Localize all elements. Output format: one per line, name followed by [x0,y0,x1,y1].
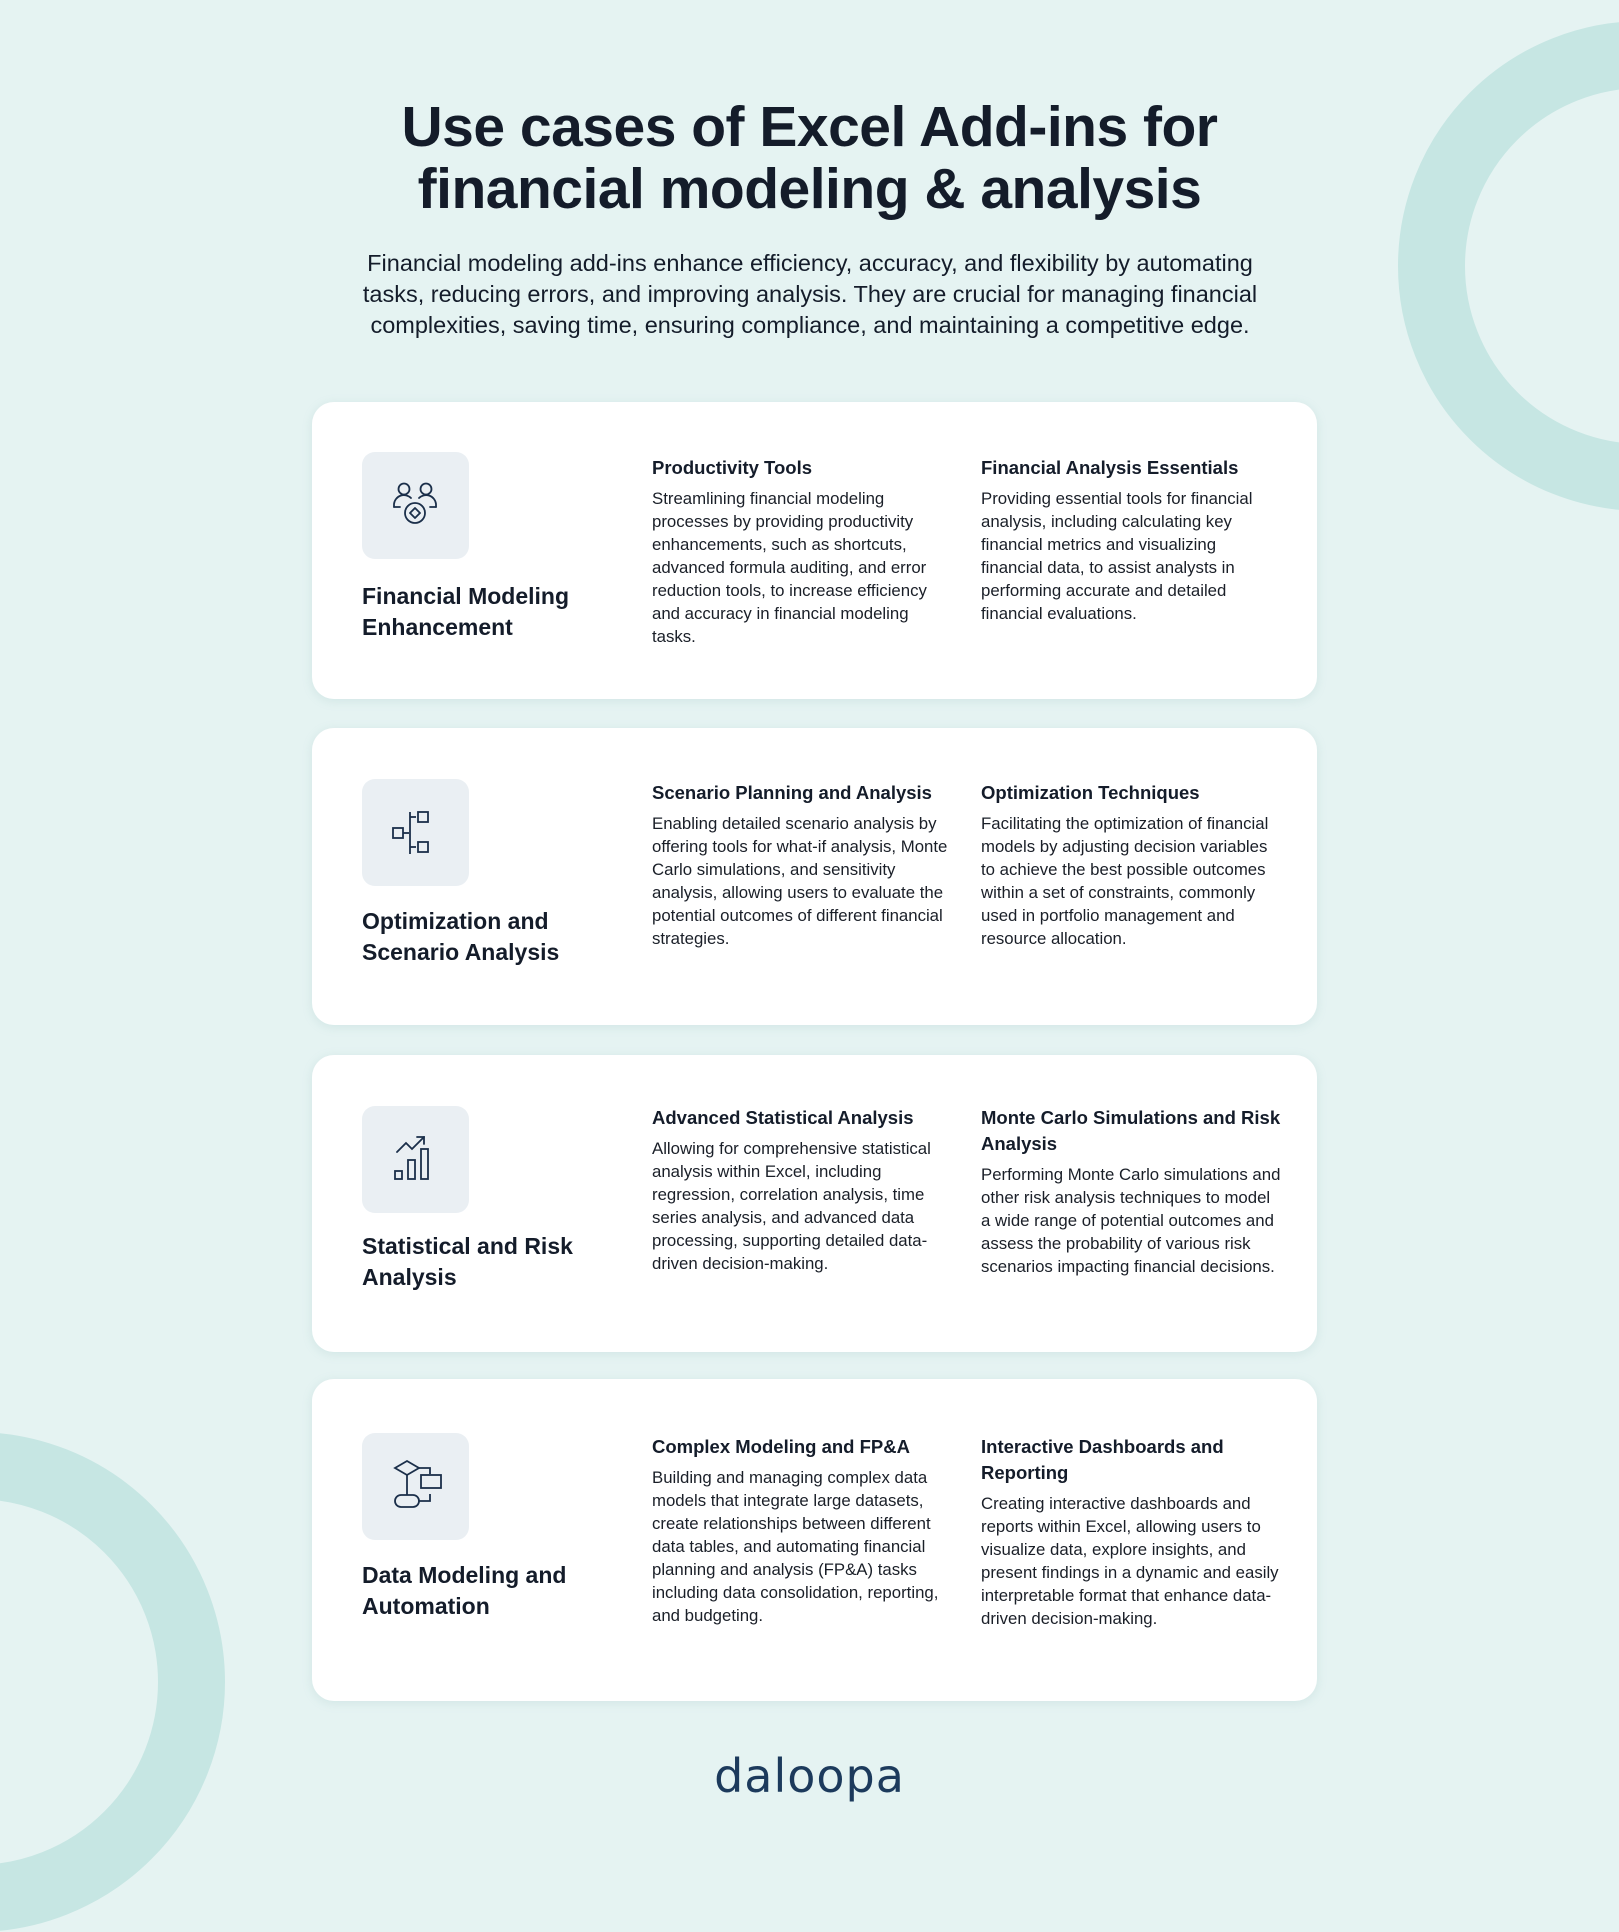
feature-heading: Interactive Dashboards and Reporting [981,1436,1224,1483]
feature-column [981,780,1281,950]
feature-heading: Monte Carlo Simulations and Risk Analysis [981,1107,1281,1154]
feature-description: Facilitating the optimization of financial models by adjusting decision variables to achieve the best possible outcomes within a set of constraints, commonly used in portfolio management and resource allocation. [981,814,1269,948]
feature-description: Streamlining financial modeling processes by providing productivity enhancements, such as shortcuts, advanced formula auditing, and error reduction tools, to increase efficiency and accuracy in financial modeling tasks. [652,489,927,646]
team-diamond-icon [362,452,469,559]
daloopa-logo: daloopa [714,1749,905,1803]
use-case-card-statistical [312,1055,1317,1352]
feature-heading: Complex Modeling and FP&A [652,1436,910,1457]
feature-description: Providing essential tools for financial analysis, including calculating key financial metrics and visualizing financial data, to assist analysts in performing accurate and detailed financial evaluations. [981,489,1253,623]
growth-chart-icon [362,1106,469,1213]
page-subtitle: Financial modeling add-ins enhance efficiency, accuracy, and flexibility by automating tasks, reducing errors, and improving analysis. They are crucial for managing financial complexities, saving time, ensuring compliance, and maintaining a competitive edge. [362,250,1258,338]
feature-column [981,1105,1281,1278]
feature-description: Performing Monte Carlo simulations and other risk analysis techniques to model a wide range of potential outcomes and assess the probability of various risk scenarios impacting financial decisions. [981,1165,1281,1276]
card-title: Optimization and Scenario Analysis [362,908,560,965]
feature-heading: Advanced Statistical Analysis [652,1107,914,1128]
feature-description: Allowing for comprehensive statistical analysis within Excel, including regression, correlation analysis, time series analysis, and advanced data processing, supporting detailed data-driven decision-making. [652,1139,931,1273]
feature-column [652,780,952,950]
feature-column [652,1434,952,1627]
feature-heading: Financial Analysis Essentials [981,457,1239,478]
feature-description: Building and managing complex data models that integrate large datasets, create relationships between different data tables, and automating financial planning and analysis (FP&A) tasks including data consolidation, reporting, and budgeting. [652,1468,939,1625]
feature-description: Creating interactive dashboards and reports within Excel, allowing users to visualize data, explore insights, and present findings in a dynamic and easily interpretable format that enhance data-driven decision-making. [981,1494,1279,1628]
feature-column [652,455,952,648]
decorative-ring-top-right [1398,21,1619,511]
card-title: Financial Modeling Enhancement [362,583,570,640]
page-title [0,96,1619,220]
page-title-line-2: financial modeling & analysis [417,157,1202,221]
page-title-line-1: Use cases of Excel Add-ins for [401,95,1218,159]
feature-column [652,1105,952,1275]
feature-column [981,1434,1281,1630]
use-case-card-data-modeling [312,1379,1317,1701]
card-title: Statistical and Risk Analysis [362,1233,573,1290]
hierarchy-tree-icon [362,779,469,886]
use-case-card-optimization [312,728,1317,1025]
feature-column [981,455,1281,625]
feature-heading: Productivity Tools [652,457,813,478]
decorative-ring-bottom-left [0,1432,225,1932]
feature-heading: Optimization Techniques [981,782,1200,803]
card-title: Data Modeling and Automation [362,1562,567,1619]
feature-heading: Scenario Planning and Analysis [652,782,932,803]
feature-description: Enabling detailed scenario analysis by offering tools for what-if analysis, Monte Carlo simulations, and sensitivity analysis, allowing users to evaluate the potential outcomes of different financial strategies. [652,814,948,948]
use-case-card-financial-modeling [312,402,1317,699]
flowchart-icon [362,1433,469,1540]
